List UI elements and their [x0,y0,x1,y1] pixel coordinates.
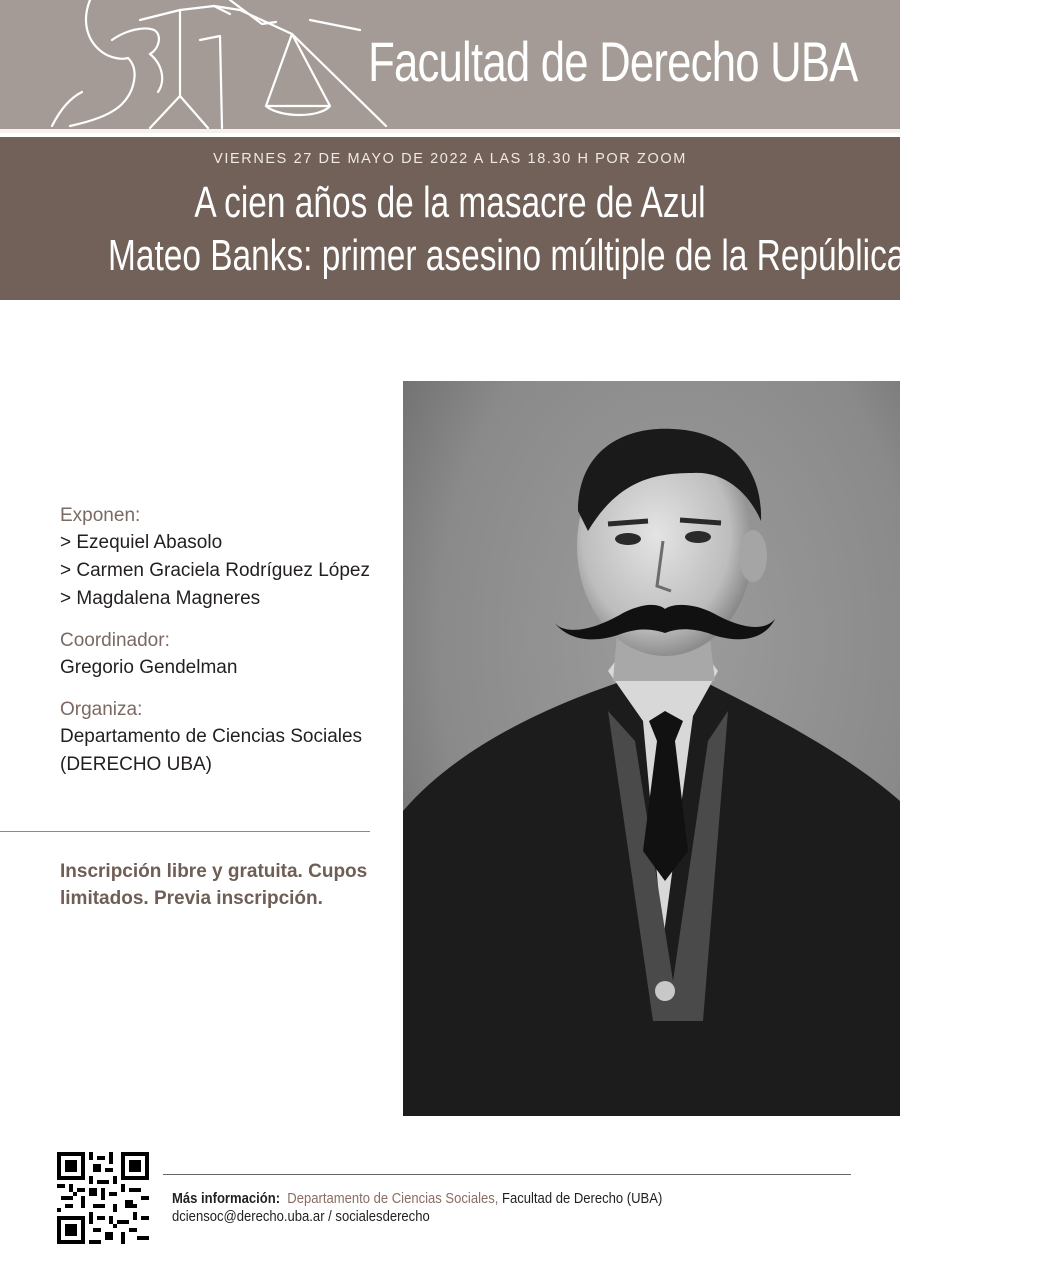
section-divider [0,831,370,832]
organizer-line-1: Departamento de Ciencias Sociales [60,726,363,747]
speaker-item: > Magdalena Magneres [60,588,261,609]
footer-department: Departamento de Ciencias Sociales, [287,1191,499,1207]
qr-code-icon[interactable] [57,1152,149,1244]
portrait-photo [403,381,900,1116]
footer-info [172,1190,662,1226]
coordinator-section [60,627,390,682]
faculty-title: Facultad de Derecho UBA [368,30,858,93]
organizer-section [60,696,390,779]
event-title-line-2: Mateo Banks: primer asesino múltiple de la República Argentina [108,231,1056,280]
justice-figure-logo-icon [30,0,390,133]
footer-contact[interactable]: dciensoc@derecho.uba.ar / socialesderecho [172,1209,430,1225]
event-details [60,502,390,793]
footer-divider [163,1174,851,1175]
footer-faculty: Facultad de Derecho (UBA) [502,1191,663,1207]
speakers-label: Exponen: [60,505,141,526]
speaker-item: > Carmen Graciela Rodríguez López [60,560,370,581]
event-band [0,137,1056,300]
speaker-item: > Ezequiel Abasolo [60,532,223,553]
event-title-line-1: A cien años de la masacre de Azul [194,178,706,227]
more-info-label: Más información: [172,1191,281,1207]
coordinator-label: Coordinador: [60,630,170,651]
header-divider [0,129,900,133]
organizer-label: Organiza: [60,699,143,720]
header-band [0,0,900,133]
event-date: VIERNES 27 DE MAYO DE 2022 A LAS 18.30 H POR ZOOM [213,151,687,167]
coordinator-name: Gregorio Gendelman [60,657,238,678]
organizer-line-2: (DERECHO UBA) [60,754,213,775]
speakers-section [60,502,390,613]
registration-note: Inscripción libre y gratuita. Cupos limitados. Previa inscripción. [60,861,368,909]
